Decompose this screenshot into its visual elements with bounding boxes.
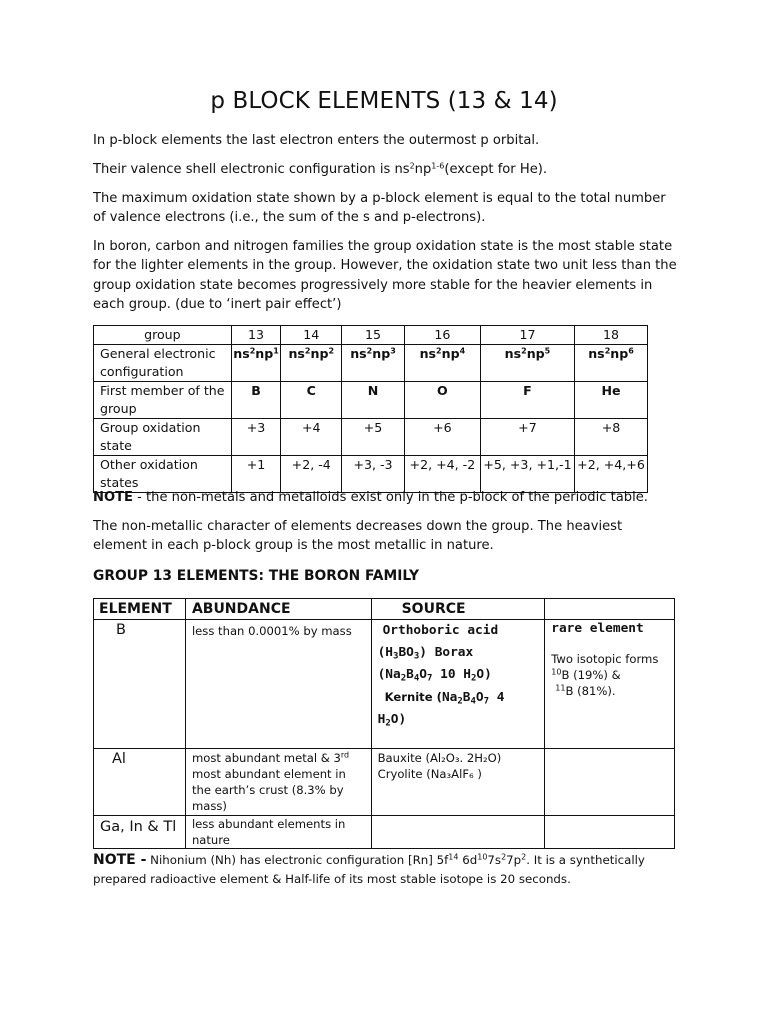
element-cell: Al bbox=[94, 749, 186, 816]
note-paragraph-1: NOTE - the non-metals and metalloids exist only in the p-block of the periodic table. bbox=[93, 490, 648, 505]
table-cell: B bbox=[231, 382, 281, 419]
paragraph-metallic-character: The non-metallic character of elements decreases down the group. The heaviest element in each p-block group is the most metallic in nature. bbox=[93, 519, 623, 554]
header-cell: 13 bbox=[231, 326, 281, 345]
config-cell: $ns^2np^6$ bbox=[575, 345, 648, 382]
table-cell: +2, +4,+6 bbox=[575, 456, 648, 493]
header-cell: 17 bbox=[480, 326, 574, 345]
boron-family-table bbox=[93, 598, 675, 849]
notes-cell: rare element Two isotopic forms $^{10}$B (19%) & $^{11}$B (81%). bbox=[545, 620, 675, 749]
element-cell: B bbox=[94, 620, 186, 749]
table-row bbox=[94, 419, 648, 456]
header-cell: 16 bbox=[404, 326, 480, 345]
abundance-cell: most abundant metal & 3rd most abundant element in the earth’s crust (8.3% by mass) bbox=[185, 749, 371, 816]
page-title: p BLOCK ELEMENTS (13 & 14) bbox=[210, 88, 558, 114]
header-cell: 18 bbox=[575, 326, 648, 345]
table-cell: C bbox=[281, 382, 342, 419]
header-cell: 15 bbox=[342, 326, 405, 345]
source-cell: Orthoboric acid $(H_3BO_3)$ Borax ($Na_2B_4O_7$ 10 $H_2O$) Kernite ($Na_2B_4O_7$ 4 $H_2O$) bbox=[371, 620, 545, 749]
source-cell: Bauxite (Al₂O₃. 2H₂O) Cryolite (Na₃AlF₆ ) bbox=[371, 749, 545, 816]
table-cell: +8 bbox=[575, 419, 648, 456]
intro-paragraph-3: The maximum oxidation state shown by a p-block element is equal to the total number of valence electrons (i.e., the sum of the s and p-electrons). bbox=[93, 191, 666, 226]
table-row bbox=[94, 345, 648, 382]
table-header-row bbox=[94, 599, 675, 620]
config-cell: $ns^2np^3$ bbox=[342, 345, 405, 382]
table-cell: +3, -3 bbox=[342, 456, 405, 493]
table-cell: F bbox=[480, 382, 574, 419]
header-cell: ELEMENT bbox=[94, 599, 186, 620]
header-cell: ABUNDANCE bbox=[185, 599, 371, 620]
row-label: Other oxidation states bbox=[94, 456, 232, 493]
abundance-cell: less than 0.0001% by mass bbox=[185, 620, 371, 749]
intro-paragraph-4: In boron, carbon and nitrogen families the group oxidation state is the most stable state for the lighter elements in the group. However, the oxidation state two unit less than the group oxidation state becomes progressively more stable for the heavier elements in each group. (due to ‘inert pair effect’) bbox=[93, 239, 677, 313]
table-cell: +3 bbox=[231, 419, 281, 456]
table-header-row bbox=[94, 326, 648, 345]
notes-cell bbox=[545, 816, 675, 849]
group-properties-table bbox=[93, 325, 648, 493]
table-cell: N bbox=[342, 382, 405, 419]
element-cell: Ga, In & Tl bbox=[94, 816, 186, 849]
header-cell bbox=[545, 599, 675, 620]
config-cell: $ns^2np^1$ bbox=[231, 345, 281, 382]
table-cell: +7 bbox=[480, 419, 574, 456]
intro-paragraph-1: In p-block elements the last electron enters the outermost p orbital. bbox=[93, 133, 540, 148]
table-row bbox=[94, 456, 648, 493]
table-row bbox=[94, 816, 675, 849]
notes-cell bbox=[545, 749, 675, 816]
config-cell: $ns^2np^2$ bbox=[281, 345, 342, 382]
row-label: Group oxidation state bbox=[94, 419, 232, 456]
config-cell: $ns^2np^4$ bbox=[404, 345, 480, 382]
source-cell bbox=[371, 816, 545, 849]
note-paragraph-2: NOTE - Nihonium (Nh) has electronic configuration [Rn] $5f^{14}$ $6d^{10}7s^27p^2$. It is a synthetically prepared radioactive element & Half-life of its most stable isotope is 20 seconds. bbox=[93, 852, 645, 886]
intro-paragraph-2: Their valence shell electronic configuration is $ns^2np^{1-6}(except$ for He). bbox=[93, 161, 548, 177]
table-cell: O bbox=[404, 382, 480, 419]
config-cell: $ns^2np^5$ bbox=[480, 345, 574, 382]
section-heading: GROUP 13 ELEMENTS: THE BORON FAMILY bbox=[93, 568, 419, 584]
table-cell: +2, -4 bbox=[281, 456, 342, 493]
row-label: General electronic configuration bbox=[94, 345, 232, 382]
header-cell: SOURCE bbox=[371, 599, 545, 620]
table-cell: +1 bbox=[231, 456, 281, 493]
table-cell: +2, +4, -2 bbox=[404, 456, 480, 493]
table-row bbox=[94, 382, 648, 419]
table-row bbox=[94, 620, 675, 749]
abundance-cell: less abundant elements in nature bbox=[185, 816, 371, 849]
table-cell: +5, +3, +1,-1 bbox=[480, 456, 574, 493]
table-cell: +4 bbox=[281, 419, 342, 456]
table-cell: +5 bbox=[342, 419, 405, 456]
table-cell: +6 bbox=[404, 419, 480, 456]
table-cell: He bbox=[575, 382, 648, 419]
table-row bbox=[94, 749, 675, 816]
header-cell: group bbox=[94, 326, 232, 345]
row-label: First member of the group bbox=[94, 382, 232, 419]
header-cell: 14 bbox=[281, 326, 342, 345]
